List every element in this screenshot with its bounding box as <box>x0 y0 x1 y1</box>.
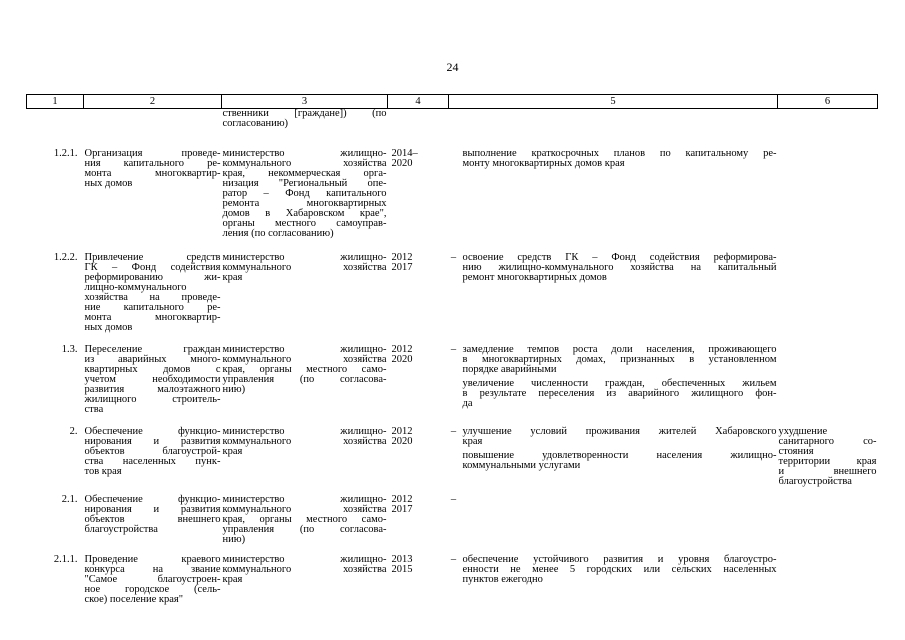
period-year: 2013 <box>391 553 413 565</box>
row-number: 1.2.2. <box>53 251 78 263</box>
cell-line: Обеспечение функцио- <box>84 425 221 437</box>
period-year: 2012 <box>391 493 413 505</box>
row-number-cell <box>27 149 84 253</box>
risk-line: и внешнего <box>778 465 877 477</box>
measure-name-cell <box>84 149 222 253</box>
cell-line: управления (по согласова- <box>222 373 387 385</box>
period-year: 2017 <box>391 261 413 273</box>
period-cell <box>388 345 449 427</box>
measure-name-cell <box>84 109 222 149</box>
cell-line: жилищного строитель- <box>84 393 221 405</box>
table-row <box>27 109 878 149</box>
cell-line: ления (по согласованию) <box>222 227 334 239</box>
column-header: 4 <box>388 95 449 109</box>
period-year: 2017 <box>391 503 413 515</box>
cell-line: лищно-коммунального <box>84 281 187 293</box>
row-number: 2.1.1. <box>53 553 78 565</box>
result-line: порядке аварийными <box>462 363 557 375</box>
cell-line: края, некоммерческая орга- <box>222 167 387 179</box>
cell-line: нирования и развития <box>84 435 221 447</box>
result-line: выполнение краткосрочных планов по капитальному ре- <box>462 147 777 159</box>
row-number-cell <box>27 253 84 345</box>
cell-line: Организация проведе- <box>84 147 221 159</box>
risk-cell <box>778 109 878 149</box>
expected-result-cell <box>449 427 778 495</box>
row-number-cell <box>27 109 84 149</box>
cell-line: ратор – Фонд капитального <box>222 187 387 199</box>
table-row <box>27 555 878 615</box>
period-year: 2012 <box>391 343 413 355</box>
result-line: обеспечение устойчивого развития и уровня благоустро- <box>462 553 777 565</box>
expected-result-cell <box>449 345 778 427</box>
column-header: 5 <box>449 95 778 109</box>
cell-line: нию) <box>222 383 246 395</box>
cell-line: ние капитального ре- <box>84 301 221 313</box>
cell-line: развития малоэтажного <box>84 383 221 395</box>
row-number-cell <box>27 345 84 427</box>
period-year: 2020 <box>391 157 413 169</box>
row-number: 2.1. <box>61 493 78 505</box>
result-line: освоение средств ГК – Фонд содействия реформирова- <box>462 251 777 263</box>
executor-cell <box>222 345 388 427</box>
cell-line: министерство жилищно- <box>222 147 387 159</box>
cell-line: монта многоквартир- <box>84 311 221 323</box>
cell-line: края <box>222 271 243 283</box>
risk-line: благоустройства <box>778 475 852 487</box>
column-header: 2 <box>84 95 222 109</box>
cell-line: Проведение краевого <box>84 553 221 565</box>
expected-result-cell <box>449 555 778 615</box>
expected-result-cell <box>449 149 778 253</box>
cell-line: Привлечение средств <box>84 251 221 263</box>
cell-line: ства населенных пунк- <box>84 455 221 467</box>
cell-line: коммунального хозяйства <box>222 435 387 447</box>
risk-line: территории края <box>778 455 877 467</box>
period-year: 2020 <box>391 435 413 447</box>
result-line: замедление темпов роста доли населения, проживающего <box>462 343 777 355</box>
cell-line: Обеспечение функцио- <box>84 493 221 505</box>
cell-line: объектов внешнего <box>84 513 221 525</box>
result-line: ремонт многоквартирных домов <box>462 271 607 283</box>
cell-line: из аварийных много- <box>84 353 221 365</box>
period-cell <box>388 253 449 345</box>
result-line: монту многоквартирных домов края <box>462 157 625 169</box>
table-body <box>27 109 878 615</box>
cell-line: министерство жилищно- <box>222 425 387 437</box>
table-row <box>27 345 878 427</box>
table-row <box>27 149 878 253</box>
table-row <box>27 495 878 555</box>
executor-cell <box>222 427 388 495</box>
row-number-cell <box>27 555 84 615</box>
cell-line: учетом необходимости <box>84 373 221 385</box>
cell-line: реформированию жи- <box>84 271 221 283</box>
executor-cell <box>222 495 388 555</box>
column-header: 1 <box>27 95 84 109</box>
cell-line: низация "Региональный опе- <box>222 177 387 189</box>
period-year: 2012 <box>391 425 413 437</box>
cell-line: ных домов <box>84 321 133 333</box>
result-line: края <box>462 435 483 447</box>
expected-result-cell <box>449 109 778 149</box>
cell-line: хозяйства на проведе- <box>84 291 221 303</box>
risk-cell <box>778 345 878 427</box>
row-number-cell <box>27 495 84 555</box>
expected-result-cell <box>449 253 778 345</box>
cell-line: квартирных домов с <box>84 363 221 375</box>
result-line: коммунальными услугами <box>462 459 581 471</box>
cell-line: "Самое благоустроен- <box>84 573 221 585</box>
cell-line: домов в Хабаровском крае", <box>222 207 387 219</box>
cell-line: согласованию) <box>222 118 289 129</box>
measure-name-cell <box>84 555 222 615</box>
program-measures-table <box>26 94 878 615</box>
row-number: 1.2.1. <box>53 147 78 159</box>
risk-cell <box>778 253 878 345</box>
cell-line: края <box>222 445 243 457</box>
risk-cell <box>778 427 878 495</box>
executor-cell <box>222 149 388 253</box>
cell-line: коммунального хозяйства <box>222 261 387 273</box>
cell-line: края <box>222 573 243 585</box>
cell-line: конкурса на звание <box>84 563 221 575</box>
result-line: пунктов ежегодно <box>462 573 543 585</box>
cell-line: монта многоквартир- <box>84 167 221 179</box>
cell-line: края, органы местного само- <box>222 363 387 375</box>
cell-line: ГК – Фонд содействия <box>84 261 221 273</box>
measure-name-cell <box>84 253 222 345</box>
table-row <box>27 427 878 495</box>
result-line: в многоквартирных домах, признанных в установленном <box>462 353 777 365</box>
result-line: нию жилищно-коммунального хозяйства на капитальный <box>462 261 777 273</box>
executor-cell <box>222 253 388 345</box>
risk-cell <box>778 555 878 615</box>
cell-line: ния капитального ре- <box>84 157 221 169</box>
cell-line: ремонта многоквартирных <box>222 197 387 209</box>
row-number: 1.3. <box>61 343 78 355</box>
cell-line: коммунального хозяйства <box>222 563 387 575</box>
dash-marker: – <box>450 343 457 355</box>
risk-cell <box>778 149 878 253</box>
cell-line: коммунального хозяйства <box>222 503 387 515</box>
period-year: 2012 <box>391 251 413 263</box>
cell-line: министерство жилищно- <box>222 553 387 565</box>
expected-result-cell <box>449 495 778 555</box>
table-row <box>27 253 878 345</box>
page-number: 24 <box>446 60 459 74</box>
risk-line: санитарного со- <box>778 435 877 447</box>
row-number: 2. <box>69 425 78 437</box>
cell-line: нирования и развития <box>84 503 221 515</box>
cell-line: министерство жилищно- <box>222 493 387 505</box>
result-line: повышение удовлетворенности населения жилищно- <box>462 449 777 461</box>
cell-line: ных домов <box>84 177 133 189</box>
cell-line: коммунального хозяйства <box>222 353 387 365</box>
cell-line: нию) <box>222 533 246 545</box>
cell-line: министерство жилищно- <box>222 251 387 263</box>
measure-name-cell <box>84 495 222 555</box>
cell-line: благоустройства <box>84 523 158 535</box>
period-cell <box>388 555 449 615</box>
cell-line: объектов благоустрой- <box>84 445 221 457</box>
measure-name-cell <box>84 427 222 495</box>
cell-line: коммунального хозяйства <box>222 157 387 169</box>
dash-marker: – <box>450 493 457 505</box>
executor-cell <box>222 555 388 615</box>
cell-line: Переселение граждан <box>84 343 221 355</box>
period-cell <box>388 109 449 149</box>
period-year: 2015 <box>391 563 413 575</box>
period-cell <box>388 427 449 495</box>
result-line: енности не менее 5 городских или сельских населенных <box>462 563 777 575</box>
dash-marker: – <box>450 251 457 263</box>
period-year: 2014– <box>391 147 418 159</box>
result-line: да <box>462 397 473 409</box>
result-line: увеличение численности граждан, обеспеченных жильем <box>462 377 777 389</box>
period-cell <box>388 495 449 555</box>
result-line: улучшение условий проживания жителей Хабаровского <box>462 425 777 437</box>
dash-marker: – <box>450 425 457 437</box>
measure-name-cell <box>84 345 222 427</box>
risk-line: стояния <box>778 445 814 457</box>
cell-line: ское) поселение края" <box>84 593 184 605</box>
result-line: в результате переселения из аварийного жилищного фон- <box>462 387 777 399</box>
column-number-row <box>27 95 878 109</box>
row-number-cell <box>27 427 84 495</box>
cell-line: управления (по согласова- <box>222 523 387 535</box>
executor-cell <box>222 109 388 149</box>
dash-marker: – <box>450 553 457 565</box>
column-header: 3 <box>222 95 388 109</box>
cell-line: края, органы местного само- <box>222 513 387 525</box>
cell-line: ственники [граждане]) (по <box>222 108 387 119</box>
risk-line: ухудшение <box>778 425 828 437</box>
column-header: 6 <box>778 95 878 109</box>
cell-line: ное городское (сель- <box>84 583 221 595</box>
cell-line: тов края <box>84 465 122 477</box>
cell-line: органы местного самоуправ- <box>222 217 387 229</box>
period-year: 2020 <box>391 353 413 365</box>
period-cell <box>388 149 449 253</box>
cell-line: министерство жилищно- <box>222 343 387 355</box>
cell-line: ства <box>84 403 104 415</box>
risk-cell <box>778 495 878 555</box>
